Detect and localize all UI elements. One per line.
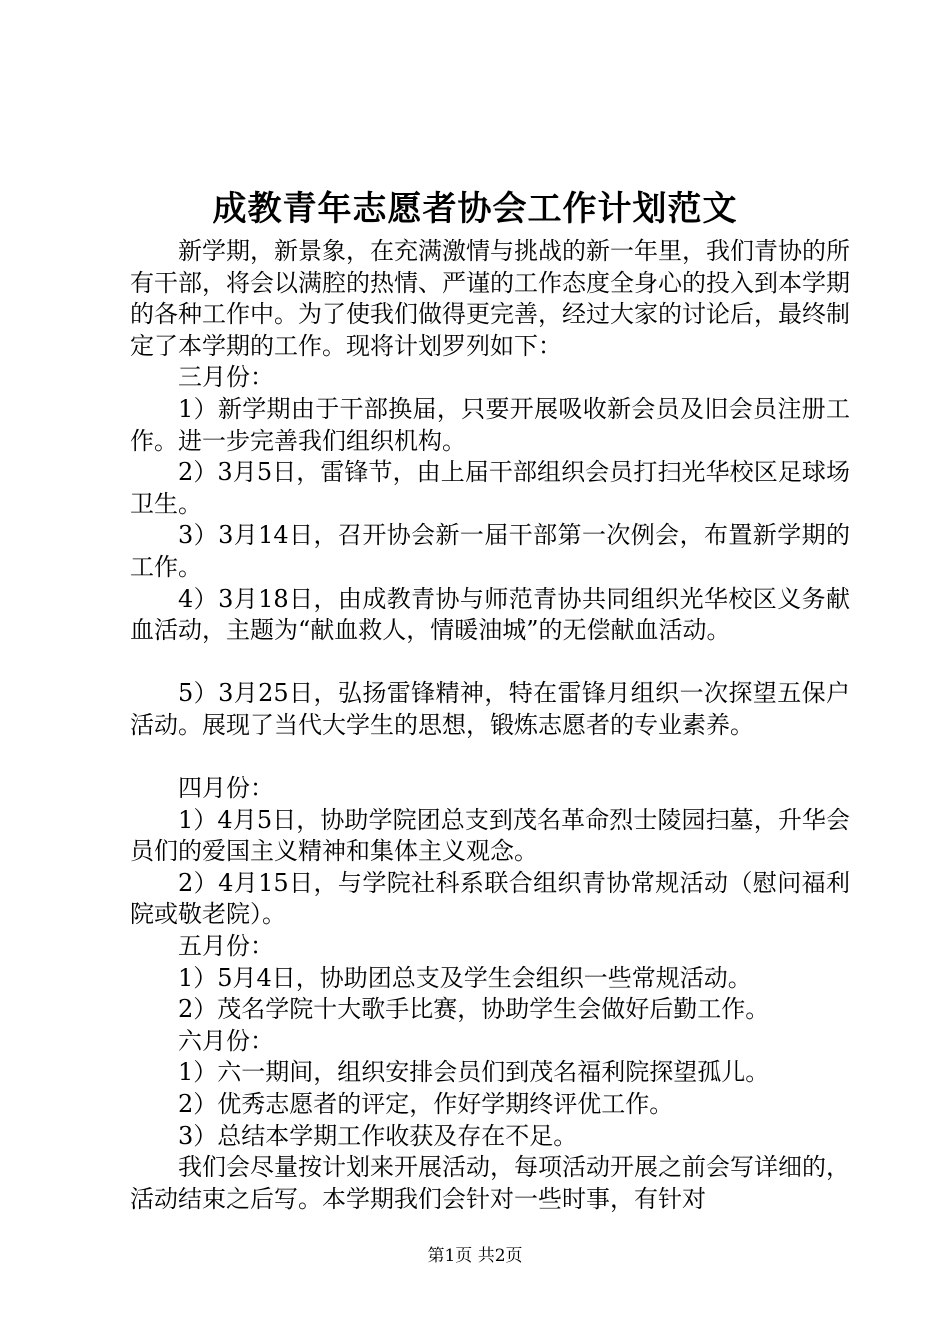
- list-item: 5）3月25日，弘扬雷锋精神，特在雷锋月组织一次探望五保户活动。展现了当代大学生的思想，锻炼志愿者的专业素养。: [130, 679, 850, 739]
- section-heading-may: 五月份：: [178, 932, 274, 961]
- list-item: 2）4月15日，与学院社科系联合组织青协常规活动（慰问福利院或敬老院）。: [130, 868, 850, 929]
- intro-paragraph: 新学期，新景象，在充满激情与挑战的新一年里，我们青协的所有干部，将会以满腔的热情、严谨的工作态度全身心的投入到本学期的各种工作中。为了使我们做得更完善，经过大家的讨论后，最终制定了本学期的工作。现将计划罗列如下：: [130, 237, 850, 360]
- list-item: 1）4月5日，协助学院团总支到茂名革命烈士陵园扫墓，升华会员们的爱国主义精神和集体主义观念。: [130, 805, 850, 866]
- list-item: 3）3月14日，召开协会新一届干部第一次例会，布置新学期的工作。: [130, 521, 850, 581]
- list-item: 2）茂名学院十大歌手比赛，协助学生会做好后勤工作。: [178, 995, 770, 1024]
- page-number-footer: 第1页 共2页: [427, 1246, 523, 1266]
- document-title: 成教青年志愿者协会工作计划范文: [212, 189, 738, 229]
- section-heading-april: 四月份：: [178, 774, 274, 803]
- list-item: 3）总结本学期工作收获及存在不足。: [178, 1121, 578, 1150]
- section-heading-june: 六月份：: [178, 1026, 274, 1055]
- list-item: 2）3月5日，雷锋节，由上届干部组织会员打扫光华校区足球场卫生。: [130, 458, 850, 518]
- list-item: 1）新学期由于干部换届，只要开展吸收新会员及旧会员注册工作。进一步完善我们组织机构。: [130, 394, 850, 455]
- section-heading-march: 三月份：: [178, 363, 274, 392]
- list-item: 4）3月18日，由成教青协与师范青协共同组织光华校区义务献血活动，主题为“献血救人，情暖油城”的无偿献血活动。: [130, 584, 850, 645]
- list-item: 1）六一期间，组织安排会员们到茂名福利院探望孤儿。: [178, 1058, 770, 1087]
- list-item: 2）优秀志愿者的评定，作好学期终评优工作。: [178, 1090, 674, 1119]
- list-item: 1）5月4日，协助团总支及学生会组织一些常规活动。: [178, 963, 752, 992]
- document-body: [130, 236, 850, 1215]
- closing-paragraph: 我们会尽量按计划来开展活动，每项活动开展之前会写详细的，活动结束之后写。本学期我们会针对一些时事，有针对: [130, 1153, 850, 1213]
